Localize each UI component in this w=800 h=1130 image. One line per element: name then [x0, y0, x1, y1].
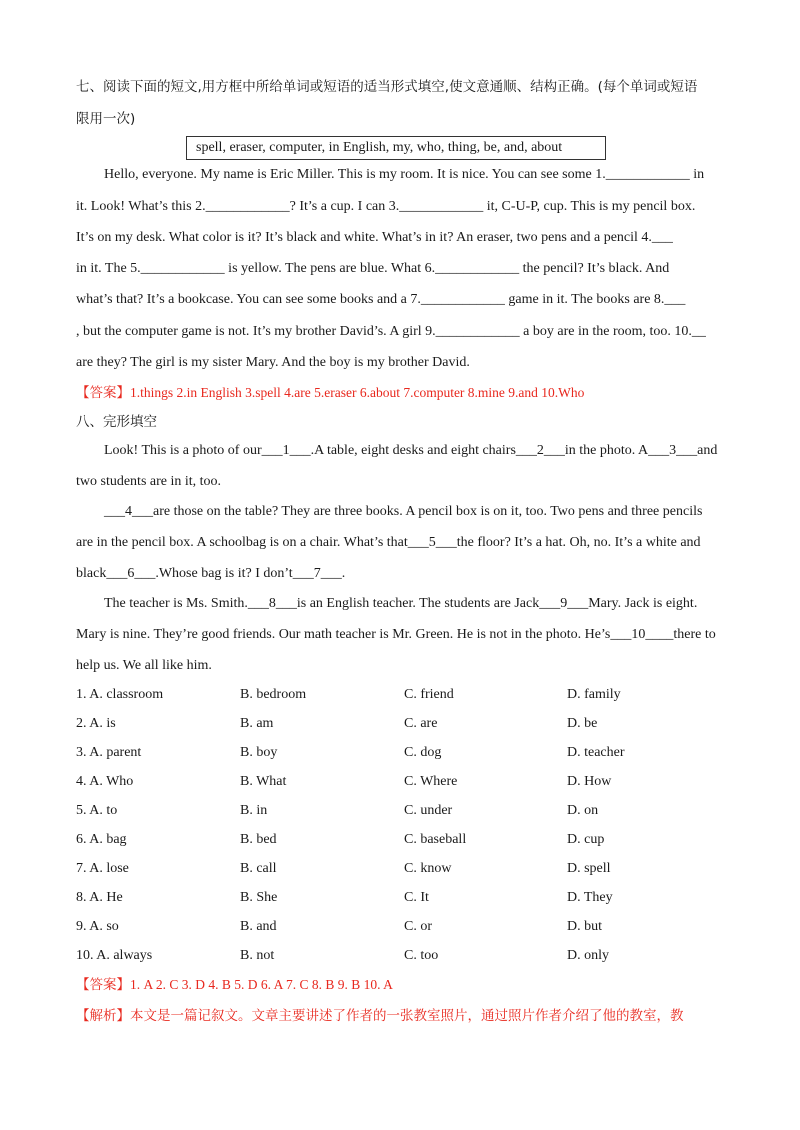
option-d: D. They: [567, 890, 613, 905]
passage8-line: Look! This is a photo of our___1___.A table, eight desks and eight chairs___2___in the photo. A___3___and: [104, 443, 718, 458]
option-a: 5. A. to: [76, 803, 118, 818]
passage7-line: Hello, everyone. My name is Eric Miller. This is my room. It is nice. You can see some 1.____________ in: [104, 167, 705, 182]
option-a: 3. A. parent: [76, 745, 142, 760]
option-d: D. only: [567, 948, 609, 963]
section8-answer: 【答案】1. A 2. C 3. D 4. B 5. D 6. A 7. C 8. B 9. B 10. A: [76, 977, 393, 992]
section7-heading-line1: 七、阅读下面的短文,用方框中所给单词或短语的适当形式填空,使文意通顺、结构正确。(每个单词或短语: [76, 79, 698, 95]
passage7-line: It’s on my desk. What color is it? It’s black and white. What’s in it? An eraser, two pens and a pencil 4.___: [76, 230, 673, 245]
option-b: B. boy: [240, 745, 278, 760]
passage7-line: it. Look! What’s this 2.____________? It’s a cup. I can 3.____________ it, C-U-P, cup. This is my pencil box.: [76, 199, 696, 214]
section7-answer: 【答案】1.things 2.in English 3.spell 4.are 5.eraser 6.about 7.computer 8.mine 9.and 10.Who: [76, 385, 585, 400]
option-a: 1. A. classroom: [76, 687, 164, 702]
option-c: C. too: [404, 948, 439, 963]
passage7-line: are they? The girl is my sister Mary. And the boy is my brother David.: [76, 355, 470, 370]
section8-analysis: 【解析】本文是一篇记叙文。文章主要讲述了作者的一张教室照片，通过照片作者介绍了他的教室，教: [76, 1008, 684, 1024]
option-b: B. bed: [240, 832, 277, 847]
option-c: C. know: [404, 861, 452, 876]
passage7-line: in it. The 5.____________ is yellow. The pens are blue. What 6.____________ the pencil? It’s black. And: [76, 261, 670, 276]
option-d: D. be: [567, 716, 598, 731]
word-box: [186, 136, 606, 160]
passage7-line: , but the computer game is not. It’s my brother David’s. A girl 9.____________ a boy are in the room, too. 10.__: [76, 324, 706, 339]
option-a: 6. A. bag: [76, 832, 127, 847]
passage8-line: black___6___.Whose bag is it? I don’t___7___.: [76, 566, 346, 581]
option-d: D. family: [567, 687, 621, 702]
option-c: C. or: [404, 919, 432, 934]
option-d: D. but: [567, 919, 602, 934]
option-c: C. dog: [404, 745, 442, 760]
option-d: D. cup: [567, 832, 605, 847]
passage8-line: help us. We all like him.: [76, 658, 212, 673]
option-b: B. What: [240, 774, 287, 789]
passage8-line: two students are in it, too.: [76, 474, 222, 489]
word-box-text: spell, eraser, computer, in English, my, who, thing, be, and, about: [196, 140, 563, 155]
option-b: B. call: [240, 861, 277, 876]
option-b: B. not: [240, 948, 275, 963]
option-a: 9. A. so: [76, 919, 119, 934]
section7-heading-line2: 限用一次): [76, 111, 136, 127]
option-a: 10. A. always: [76, 948, 153, 963]
option-c: C. It: [404, 890, 429, 905]
option-c: C. are: [404, 716, 438, 731]
option-a: 4. A. Who: [76, 774, 134, 789]
passage8-line: Mary is nine. They’re good friends. Our math teacher is Mr. Green. He is not in the photo. He’s___10____there to: [76, 627, 716, 642]
option-d: D. on: [567, 803, 599, 818]
option-a: 7. A. lose: [76, 861, 129, 876]
passage7-line: what’s that? It’s a bookcase. You can see some books and a 7.____________ game in it. The books are 8.___: [76, 292, 686, 307]
option-d: D. teacher: [567, 745, 625, 760]
option-d: D. How: [567, 774, 612, 789]
option-b: B. in: [240, 803, 268, 818]
option-c: C. Where: [404, 774, 458, 789]
option-c: C. under: [404, 803, 453, 818]
option-a: 2. A. is: [76, 716, 116, 731]
option-c: C. friend: [404, 687, 454, 702]
option-b: B. She: [240, 890, 278, 905]
option-c: C. baseball: [404, 832, 467, 847]
option-a: 8. A. He: [76, 890, 123, 905]
passage8-line: are in the pencil box. A schoolbag is on a chair. What’s that___5___the floor? It’s a hat. Oh, no. It’s a white and: [76, 535, 701, 550]
option-b: B. am: [240, 716, 274, 731]
option-b: B. bedroom: [240, 687, 307, 702]
passage8-line: The teacher is Ms. Smith.___8___is an English teacher. The students are Jack___9___Mary. Jack is eight.: [104, 596, 698, 611]
option-d: D. spell: [567, 861, 611, 876]
section8-heading: 八、完形填空: [76, 414, 157, 430]
passage8-line: ___4___are those on the table? They are three books. A pencil box is on it, too. Two pens and three pencils: [104, 504, 703, 519]
option-b: B. and: [240, 919, 277, 934]
